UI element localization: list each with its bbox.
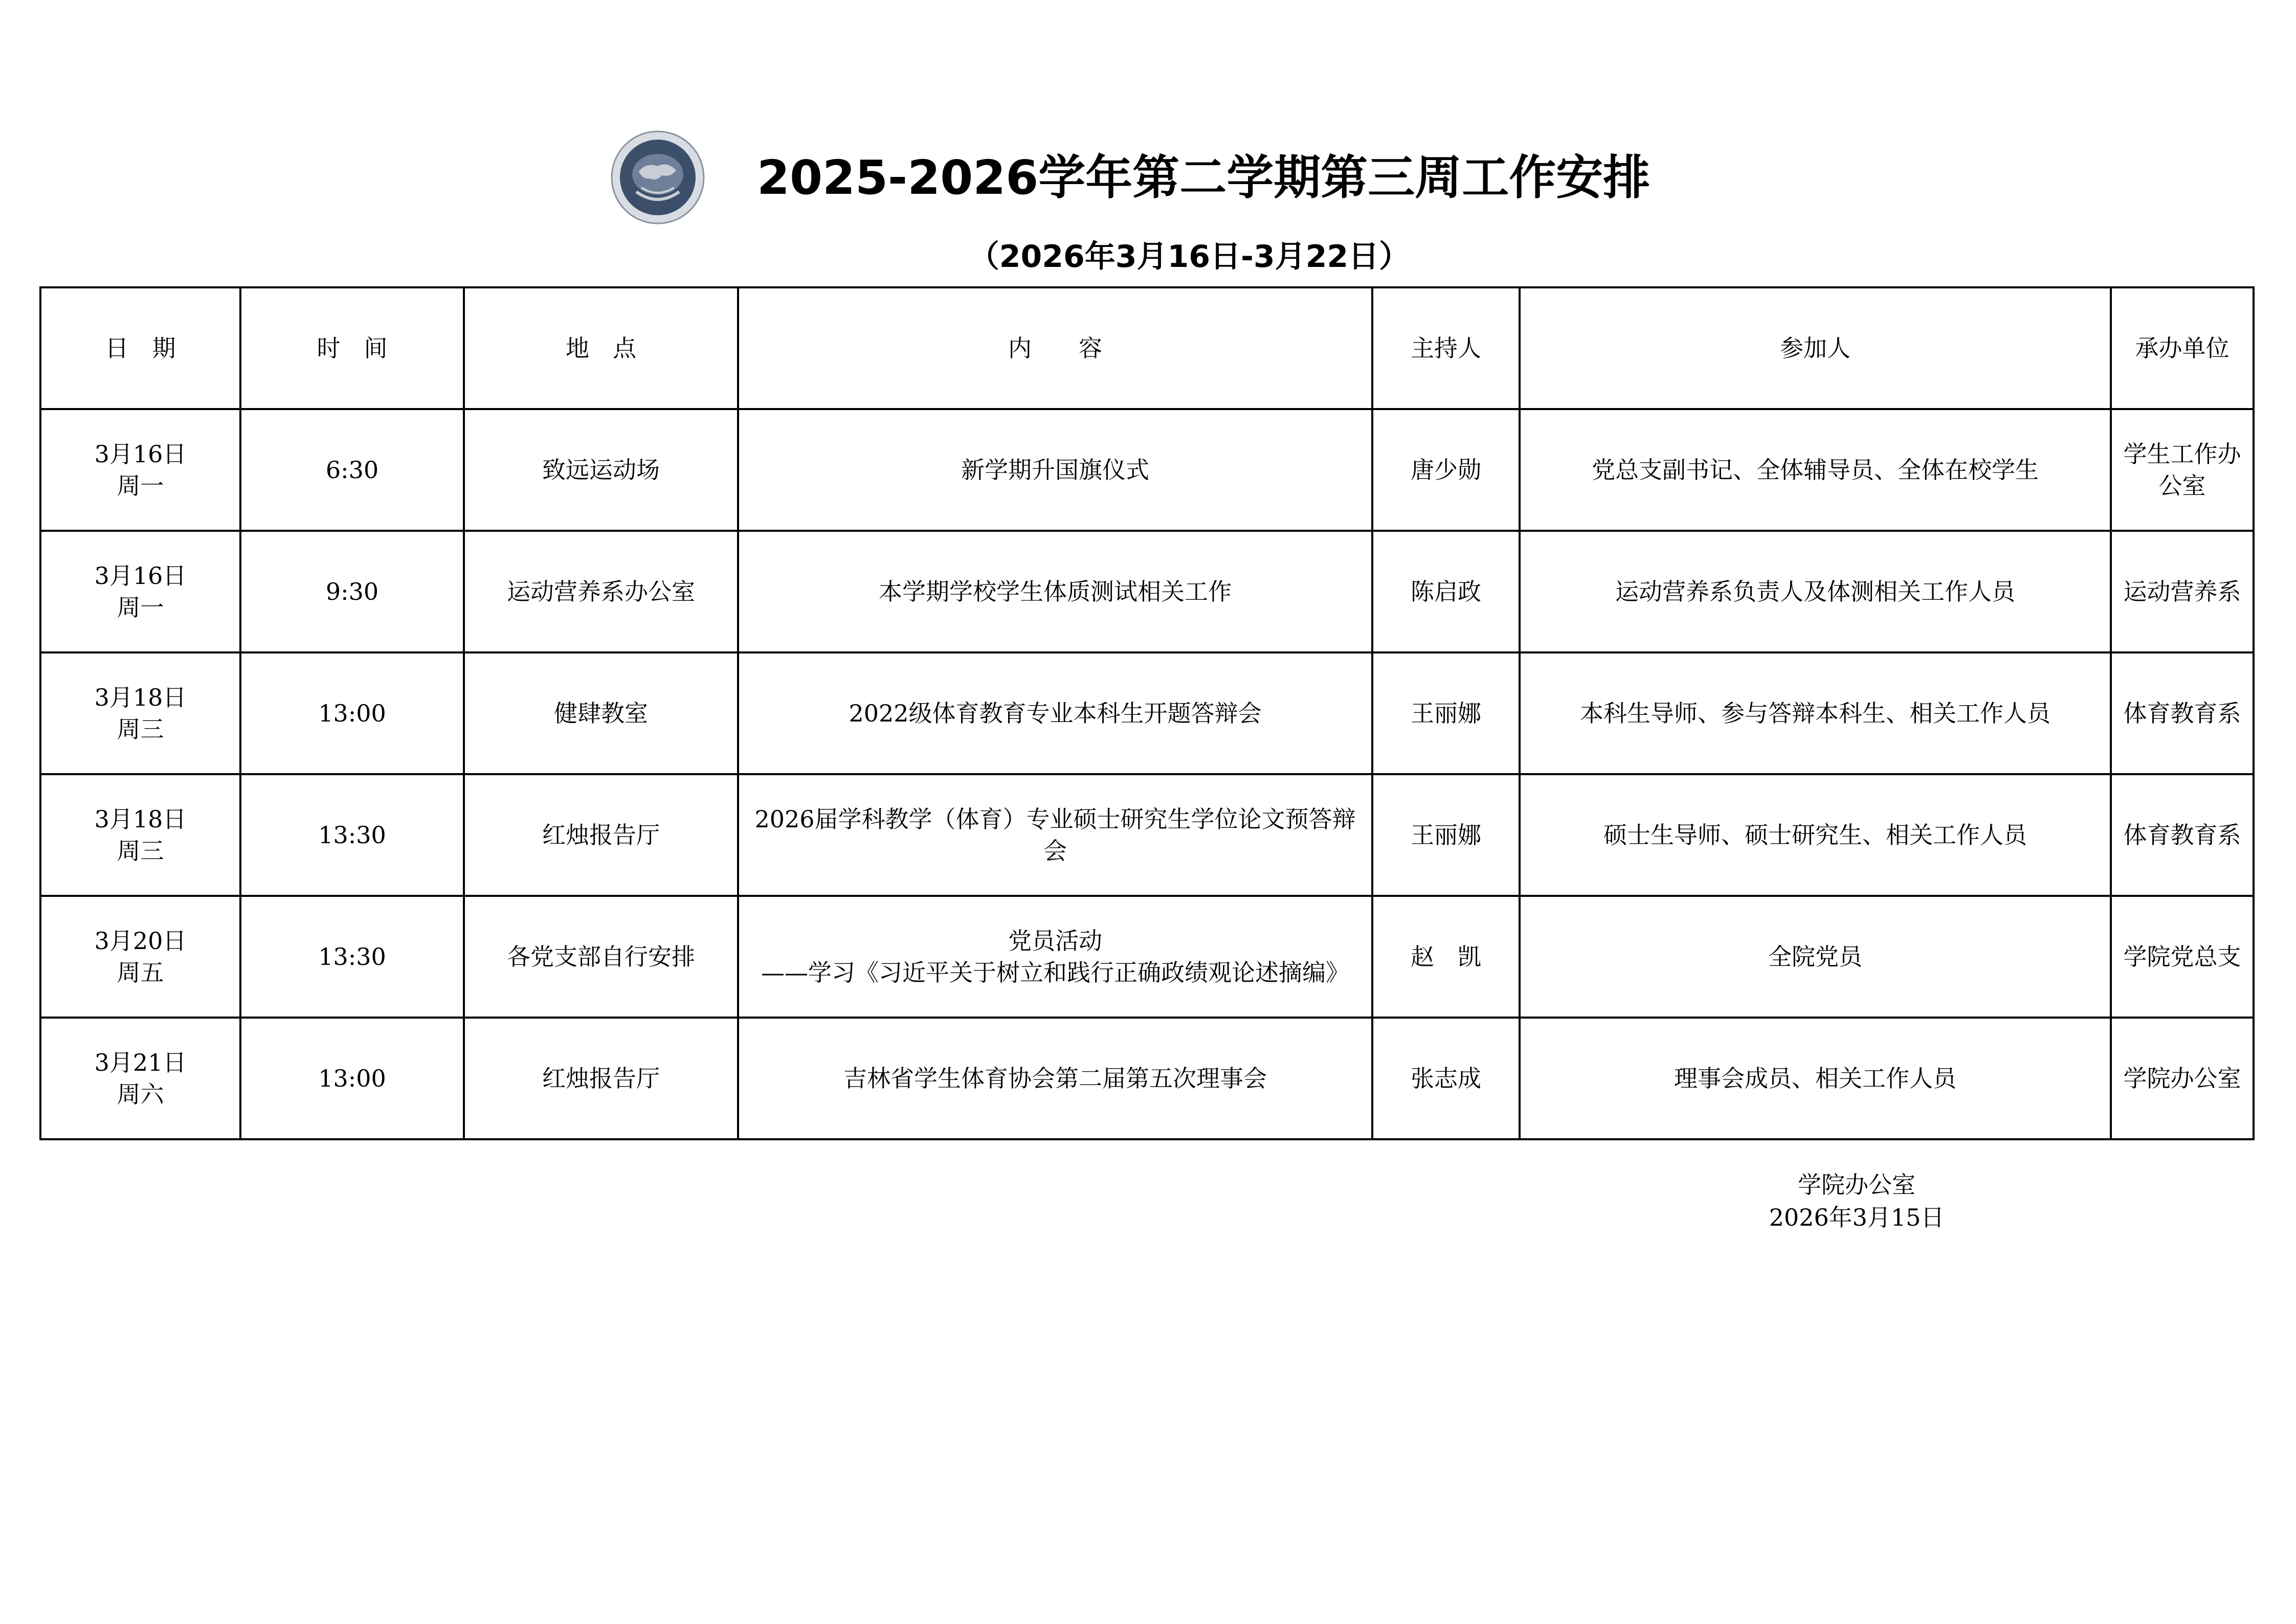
- host-cell: 张志成: [1372, 1018, 1520, 1139]
- weekday-text: 周六: [117, 1080, 164, 1108]
- header-content: 内 容: [738, 287, 1372, 409]
- issuer-office: 学院办公室: [1798, 1171, 1915, 1199]
- date-cell: [40, 774, 240, 896]
- date-cell: [40, 531, 240, 652]
- content-cell: 2022级体育教育专业本科生开题答辩会: [738, 652, 1372, 774]
- date-text: 3月18日: [94, 684, 187, 711]
- table-row: [40, 774, 2254, 896]
- date-cell: [40, 896, 240, 1018]
- table-row: [40, 531, 2254, 652]
- weekday-text: 周一: [117, 472, 164, 500]
- content-text: ——学习《习近平关于树立和践行正确政绩观论述摘编》: [761, 959, 1349, 986]
- place-cell: 红烛报告厅: [464, 774, 738, 896]
- header-organizer: 承办单位: [2111, 287, 2254, 409]
- organizer-cell: 学生工作办公室: [2111, 409, 2254, 531]
- page-title: 2025-2026学年第二学期第三周工作安排: [757, 150, 1651, 205]
- time-cell: 13:30: [240, 774, 464, 896]
- time-cell: 13:00: [240, 1018, 464, 1139]
- date-text: 3月16日: [94, 440, 187, 468]
- content-cell: 本学期学校学生体质测试相关工作: [738, 531, 1372, 652]
- header-time: 时 间: [240, 287, 464, 409]
- host-cell: 唐少勋: [1372, 409, 1520, 531]
- time-cell: 6:30: [240, 409, 464, 531]
- content-cell: 新学期升国旗仪式: [738, 409, 1372, 531]
- place-cell: 红烛报告厅: [464, 1018, 738, 1139]
- organizer-cell: 体育教育系: [2111, 774, 2254, 896]
- host-cell: 王丽娜: [1372, 774, 1520, 896]
- attendees-cell: 本科生导师、参与答辩本科生、相关工作人员: [1520, 652, 2111, 774]
- place-cell: 各党支部自行安排: [464, 896, 738, 1018]
- table-row: [40, 1018, 2254, 1139]
- content-cell: 吉林省学生体育协会第二届第五次理事会: [738, 1018, 1372, 1139]
- host-cell: 王丽娜: [1372, 652, 1520, 774]
- attendees-cell: 运动营养系负责人及体测相关工作人员: [1520, 531, 2111, 652]
- date-cell: [40, 1018, 240, 1139]
- table-row: [40, 652, 2254, 774]
- time-cell: 13:00: [240, 652, 464, 774]
- organizer-cell: 运动营养系: [2111, 531, 2254, 652]
- date-text: 3月18日: [94, 805, 187, 833]
- weekday-text: 周三: [117, 715, 164, 743]
- content-cell: 2026届学科教学（体育）专业硕士研究生学位论文预答辩会: [738, 774, 1372, 896]
- place-cell: 健肆教室: [464, 652, 738, 774]
- organizer-cell: 体育教育系: [2111, 652, 2254, 774]
- time-cell: 9:30: [240, 531, 464, 652]
- attendees-cell: 硕士生导师、硕士研究生、相关工作人员: [1520, 774, 2111, 896]
- place-cell: 运动营养系办公室: [464, 531, 738, 652]
- college-emblem-icon: [611, 130, 705, 224]
- header-attendees: 参加人: [1520, 287, 2111, 409]
- attendees-cell: 党总支副书记、全体辅导员、全体在校学生: [1520, 409, 2111, 531]
- weekday-text: 周一: [117, 594, 164, 621]
- weekday-text: 周三: [117, 837, 164, 865]
- content-title: 党员活动: [1008, 927, 1102, 955]
- host-cell: 陈启政: [1372, 531, 1520, 652]
- schedule-table: [39, 286, 2255, 1140]
- weekday-text: 周五: [117, 959, 164, 986]
- header-place: 地 点: [464, 287, 738, 409]
- attendees-cell: 全院党员: [1520, 896, 2111, 1018]
- issue-date: 2026年3月15日: [1769, 1204, 1945, 1231]
- date-range-subtitle: （2026年3月16日-3月22日）: [968, 239, 1410, 275]
- organizer-cell: 学院办公室: [2111, 1018, 2254, 1139]
- table-row: [40, 896, 2254, 1018]
- date-text: 3月20日: [94, 927, 187, 955]
- host-cell: 赵 凯: [1372, 896, 1520, 1018]
- header-date: 日 期: [40, 287, 240, 409]
- date-cell: [40, 652, 240, 774]
- organizer-cell: 学院党总支: [2111, 896, 2254, 1018]
- table-header-row: [40, 287, 2254, 409]
- content-cell: [738, 896, 1372, 1018]
- date-text: 3月16日: [94, 562, 187, 590]
- header-host: 主持人: [1372, 287, 1520, 409]
- time-cell: 13:30: [240, 896, 464, 1018]
- place-cell: 致远运动场: [464, 409, 738, 531]
- attendees-cell: 理事会成员、相关工作人员: [1520, 1018, 2111, 1139]
- date-text: 3月21日: [94, 1049, 187, 1076]
- table-row: [40, 409, 2254, 531]
- date-cell: [40, 409, 240, 531]
